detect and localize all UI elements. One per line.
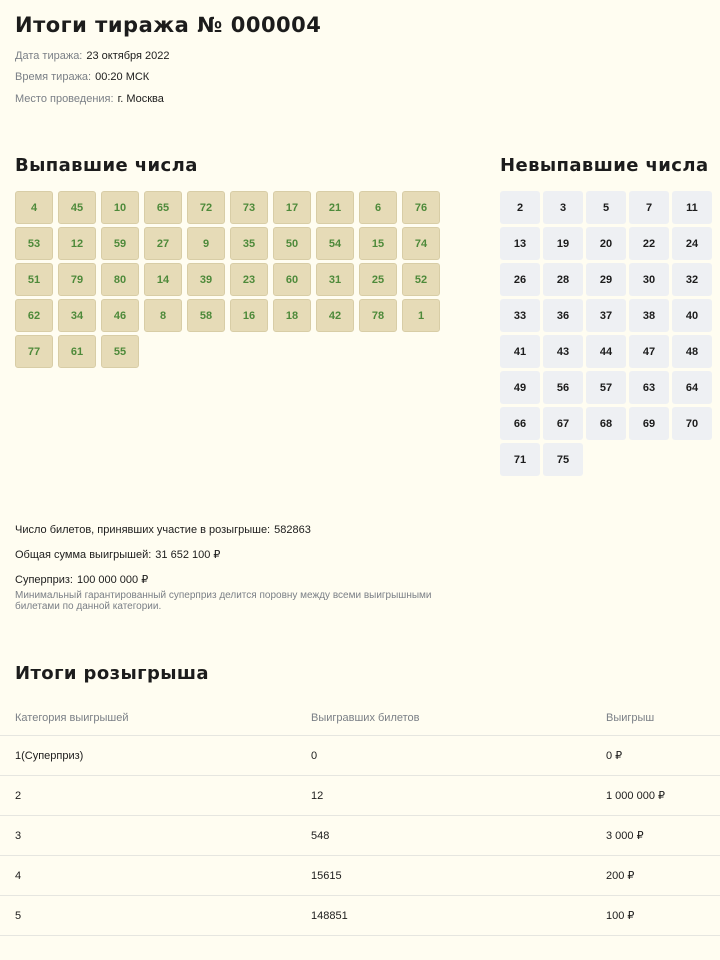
drawn-number-ball: 80 bbox=[101, 263, 139, 296]
not-drawn-number-ball: 28 bbox=[543, 263, 583, 296]
drawn-number-ball: 12 bbox=[58, 227, 96, 260]
total-winnings bbox=[15, 548, 220, 561]
prize-cell: 100 ₽ bbox=[606, 910, 635, 922]
table-row bbox=[0, 776, 720, 816]
drawn-number-ball: 65 bbox=[144, 191, 182, 224]
results-table-header bbox=[0, 700, 720, 736]
column-header-winning-tickets: Выигравших билетов bbox=[311, 711, 420, 724]
category-cell: 4 bbox=[15, 869, 22, 882]
drawn-number-ball: 23 bbox=[230, 263, 268, 296]
total-winnings-value: 31 652 100 ₽ bbox=[155, 549, 221, 561]
results-table-body bbox=[0, 736, 720, 936]
not-drawn-number-ball: 68 bbox=[586, 407, 626, 440]
drawn-number-ball: 45 bbox=[58, 191, 96, 224]
drawn-number-ball: 18 bbox=[273, 299, 311, 332]
not-drawn-number-ball: 75 bbox=[543, 443, 583, 476]
tickets-count bbox=[15, 524, 311, 536]
winning-tickets-cell: 548 bbox=[311, 829, 330, 842]
draw-time bbox=[15, 71, 149, 83]
not-drawn-number-ball: 40 bbox=[672, 299, 712, 332]
drawn-number-ball: 52 bbox=[402, 263, 440, 296]
table-row bbox=[0, 896, 720, 936]
prize-cell: 200 ₽ bbox=[606, 870, 635, 882]
drawn-number-ball: 14 bbox=[144, 263, 182, 296]
draw-date-value: 23 октября 2022 bbox=[86, 50, 170, 62]
winning-tickets-cell: 12 bbox=[311, 789, 324, 802]
drawn-number-ball: 15 bbox=[359, 227, 397, 260]
superprize bbox=[15, 573, 148, 586]
category-cell: 3 bbox=[15, 829, 22, 842]
winning-tickets-cell: 0 bbox=[311, 749, 318, 762]
results-title: Итоги розыгрыша bbox=[15, 663, 209, 684]
prize-cell: 3 000 ₽ bbox=[606, 830, 644, 842]
drawn-number-ball: 6 bbox=[359, 191, 397, 224]
not-drawn-number-ball: 19 bbox=[543, 227, 583, 260]
superprize-label: Суперприз: bbox=[15, 574, 73, 586]
drawn-number-ball: 77 bbox=[15, 335, 53, 368]
not-drawn-number-ball: 49 bbox=[500, 371, 540, 404]
not-drawn-number-ball: 57 bbox=[586, 371, 626, 404]
not-drawn-number-ball: 63 bbox=[629, 371, 669, 404]
not-drawn-number-ball: 48 bbox=[672, 335, 712, 368]
drawn-number-ball: 31 bbox=[316, 263, 354, 296]
drawn-number-ball: 16 bbox=[230, 299, 268, 332]
prize-cell: 1 000 000 ₽ bbox=[606, 790, 665, 802]
not-drawn-number-ball: 70 bbox=[672, 407, 712, 440]
not-drawn-number-ball: 71 bbox=[500, 443, 540, 476]
drawn-number-ball: 73 bbox=[230, 191, 268, 224]
column-header-prize: Выигрыш bbox=[606, 711, 655, 724]
not-drawn-number-ball: 44 bbox=[586, 335, 626, 368]
prize-cell: 0 ₽ bbox=[606, 750, 623, 762]
not-drawn-number-ball: 69 bbox=[629, 407, 669, 440]
not-drawn-number-ball: 33 bbox=[500, 299, 540, 332]
not-drawn-number-ball: 30 bbox=[629, 263, 669, 296]
drawn-number-ball: 42 bbox=[316, 299, 354, 332]
drawn-number-ball: 58 bbox=[187, 299, 225, 332]
drawn-number-ball: 34 bbox=[58, 299, 96, 332]
drawn-number-ball: 10 bbox=[101, 191, 139, 224]
table-row bbox=[0, 816, 720, 856]
drawn-number-ball: 39 bbox=[187, 263, 225, 296]
draw-place-label: Место проведения: bbox=[15, 93, 114, 105]
drawn-number-ball: 27 bbox=[144, 227, 182, 260]
not-drawn-number-ball: 38 bbox=[629, 299, 669, 332]
table-row bbox=[0, 736, 720, 776]
page-title: Итоги тиража № 000004 bbox=[15, 13, 322, 37]
drawn-number-ball: 61 bbox=[58, 335, 96, 368]
tickets-count-value: 582863 bbox=[274, 524, 311, 536]
drawn-number-ball: 17 bbox=[273, 191, 311, 224]
superprize-note: Минимальный гарантированный суперприз делится поровну между всеми выигрышными билетами по данной категории. bbox=[15, 590, 432, 612]
drawn-number-ball: 54 bbox=[316, 227, 354, 260]
drawn-number-ball: 50 bbox=[273, 227, 311, 260]
not-drawn-number-ball: 67 bbox=[543, 407, 583, 440]
draw-date-label: Дата тиража: bbox=[15, 50, 83, 62]
not-drawn-number-ball: 29 bbox=[586, 263, 626, 296]
not-drawn-numbers-grid bbox=[500, 191, 712, 476]
drawn-number-ball: 4 bbox=[15, 191, 53, 224]
drawn-number-ball: 25 bbox=[359, 263, 397, 296]
not-drawn-number-ball: 66 bbox=[500, 407, 540, 440]
draw-place-value: г. Москва bbox=[117, 93, 164, 105]
tickets-count-label: Число билетов, принявших участие в розыгрыше: bbox=[15, 524, 271, 536]
drawn-numbers-grid bbox=[15, 191, 440, 368]
not-drawn-number-ball: 7 bbox=[629, 191, 669, 224]
draw-time-value: 00:20 МСК bbox=[95, 71, 150, 83]
category-cell: 2 bbox=[15, 789, 22, 802]
draw-place bbox=[15, 93, 164, 105]
not-drawn-number-ball: 13 bbox=[500, 227, 540, 260]
draw-time-label: Время тиража: bbox=[15, 71, 92, 83]
not-drawn-number-ball: 22 bbox=[629, 227, 669, 260]
not-drawn-number-ball: 41 bbox=[500, 335, 540, 368]
total-winnings-label: Общая сумма выигрышей: bbox=[15, 549, 152, 561]
drawn-number-ball: 76 bbox=[402, 191, 440, 224]
drawn-number-ball: 35 bbox=[230, 227, 268, 260]
not-drawn-number-ball: 56 bbox=[543, 371, 583, 404]
not-drawn-number-ball: 36 bbox=[543, 299, 583, 332]
not-drawn-number-ball: 5 bbox=[586, 191, 626, 224]
not-drawn-numbers-title: Невыпавшие числа bbox=[500, 155, 709, 176]
not-drawn-number-ball: 43 bbox=[543, 335, 583, 368]
drawn-number-ball: 62 bbox=[15, 299, 53, 332]
drawn-number-ball: 46 bbox=[101, 299, 139, 332]
not-drawn-number-ball: 37 bbox=[586, 299, 626, 332]
winning-tickets-cell: 148851 bbox=[311, 909, 348, 922]
results-table bbox=[0, 700, 720, 936]
drawn-number-ball: 59 bbox=[101, 227, 139, 260]
winning-tickets-cell: 15615 bbox=[311, 869, 342, 882]
draw-date bbox=[15, 50, 170, 62]
drawn-number-ball: 55 bbox=[101, 335, 139, 368]
not-drawn-number-ball: 2 bbox=[500, 191, 540, 224]
category-cell: 5 bbox=[15, 909, 22, 922]
drawn-number-ball: 72 bbox=[187, 191, 225, 224]
drawn-number-ball: 60 bbox=[273, 263, 311, 296]
not-drawn-number-ball: 26 bbox=[500, 263, 540, 296]
drawn-number-ball: 9 bbox=[187, 227, 225, 260]
superprize-value: 100 000 000 ₽ bbox=[76, 574, 149, 586]
column-header-category: Категория выигрышей bbox=[15, 711, 129, 724]
category-cell: 1(Суперприз) bbox=[15, 749, 84, 762]
drawn-number-ball: 1 bbox=[402, 299, 440, 332]
drawn-number-ball: 8 bbox=[144, 299, 182, 332]
drawn-number-ball: 21 bbox=[316, 191, 354, 224]
drawn-number-ball: 74 bbox=[402, 227, 440, 260]
drawn-number-ball: 53 bbox=[15, 227, 53, 260]
not-drawn-number-ball: 20 bbox=[586, 227, 626, 260]
not-drawn-number-ball: 3 bbox=[543, 191, 583, 224]
not-drawn-number-ball: 32 bbox=[672, 263, 712, 296]
drawn-number-ball: 79 bbox=[58, 263, 96, 296]
drawn-numbers-title: Выпавшие числа bbox=[15, 155, 198, 176]
table-row bbox=[0, 856, 720, 896]
not-drawn-number-ball: 24 bbox=[672, 227, 712, 260]
not-drawn-number-ball: 47 bbox=[629, 335, 669, 368]
drawn-number-ball: 78 bbox=[359, 299, 397, 332]
not-drawn-number-ball: 64 bbox=[672, 371, 712, 404]
not-drawn-number-ball: 11 bbox=[672, 191, 712, 224]
drawn-number-ball: 51 bbox=[15, 263, 53, 296]
